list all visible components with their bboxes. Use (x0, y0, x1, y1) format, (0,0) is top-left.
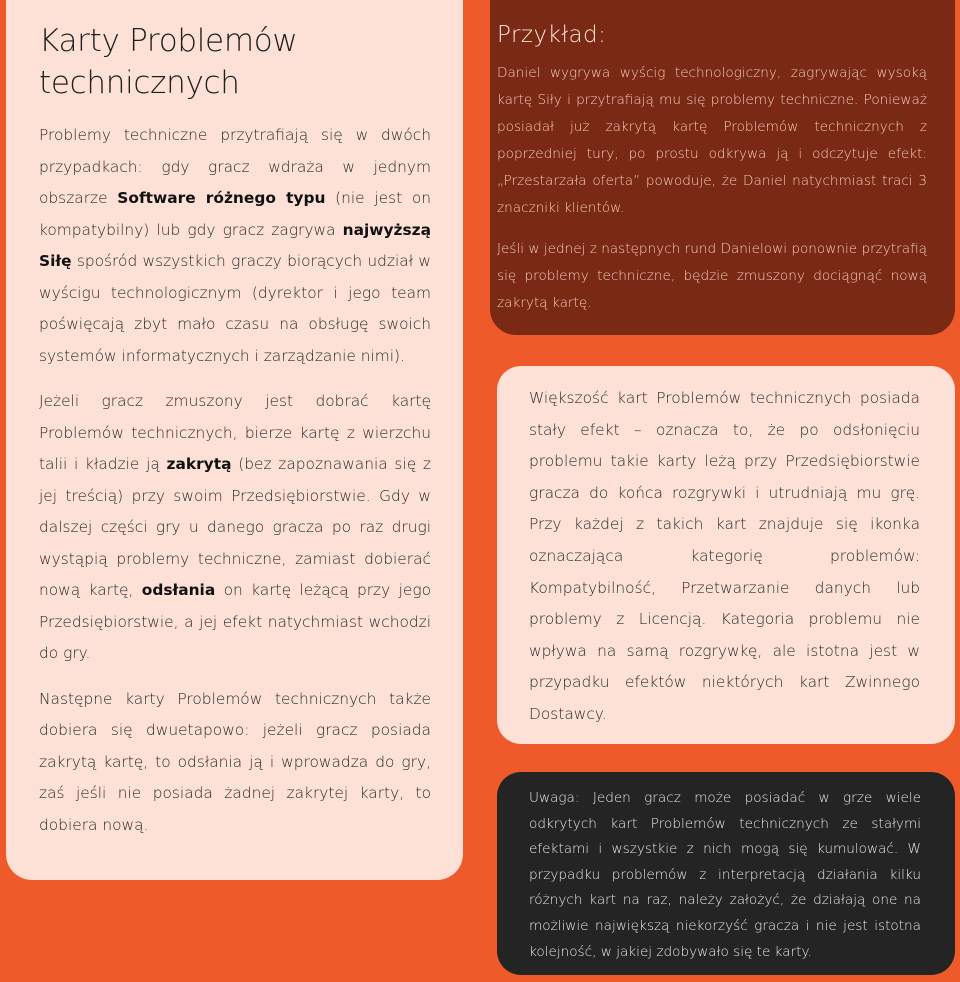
rules-panel (6, 0, 463, 880)
persistent-effects-text: Większość kart Problemów technicznych posiada stały efekt – oznacza to, że po odsłonięciu problemu takie karty leżą przy Przedsiębiorstwie gracza do końca rozgrywki i utrudniają mu grę. Przy każdej z takich kart znajduje się ikonka oznaczająca kategorię problemów: Kompatybilność, Przetwarzanie danych lub problemy z Licencją. Kategoria problemu nie wpływa na samą rozgrywkę, ale istotna jest w przypadku efektów niektórych kart Zwinnego Dostawcy. (529, 389, 920, 723)
rules-paragraph-3: Następne karty Problemów technicznych także dobiera się dwuetapowo: jeżeli gracz posiada zakrytą kartę, to odsłania ją i wprowadza do gry, zaś jeśli nie posiada żadnej zakrytej karty, to dobiera nową. (39, 689, 431, 834)
highlight-software: Software różnego typu (117, 189, 326, 207)
highlight-reveal: odsłania (141, 581, 216, 599)
example-heading: Przykład: (497, 22, 607, 48)
highlight-face-down: zakrytą (166, 455, 232, 473)
section-title: Karty Problemów technicznych (39, 23, 298, 101)
example-paragraph-2: Jeśli w jednej z następnych rund Danielowi ponownie przytrafią się problemy techniczne, będzie zmuszony dociągnąć nową zakrytą kartę. (497, 241, 927, 311)
highlight-strength: najwyższą Siłę (39, 220, 431, 270)
example-paragraph-1: Daniel wygrywa wyścig technologiczny, zagrywając wysoką kartę Siły i przytrafiają mu się problemy techniczne. Ponieważ posiadał już zakrytą kartę Problemów technicznych z poprzedniej tury, po prostu odkrywa ją i odczytuje efekt: „Przestarzała oferta” powoduje, że Daniel natychmiast traci 3 znaczniki klientów. (497, 65, 927, 216)
note-panel (497, 772, 955, 975)
note-text: Uwaga: Jeden gracz może posiadać w grze wiele odkrytych kart Problemów technicznych ze stałymi efektami i wszystkie z nich mogą się kumulować. W przypadku problemów z interpretacją działania kilku różnych kart na raz, należy założyć, że działają one na możliwie największą niekorzyść gracza i nie jest istotna kolejność, w jakiej zdobywało się te karty. (529, 790, 921, 960)
persistent-effects-panel (497, 366, 955, 744)
rules-paragraph-2: Jeżeli gracz zmuszony jest dobrać kartę Problemów technicznych, bierze kartę z wierzchu talii i kładzie ją zakrytą (bez zapoznawania się z jej treścią) przy swoim Przedsiębiorstwie. Gdy w dalszej części gry u danego gracza po raz drugi wystąpią problemy techniczne, zamiast dobierać nową kartę, odsłania on kartę leżącą przy jego Przedsiębiorstwie, a jej efekt natychmiast wchodzi do gry. (39, 392, 431, 662)
example-panel (490, 0, 955, 335)
rules-paragraph-1: Problemy techniczne przytrafiają się w dwóch przypadkach: gdy gracz wdraża w jednym obszarze Software różnego typu (nie jest on kompatybilny) lub gdy gracz zagrywa najwyższą Siłę spośród wszystkich graczy biorących udział w wyścigu technologicznym (dyrektor i jego team poświęcają zbyt mało czasu na obsługę swoich systemów informatycznych i zarządzanie nimi). (39, 126, 432, 365)
